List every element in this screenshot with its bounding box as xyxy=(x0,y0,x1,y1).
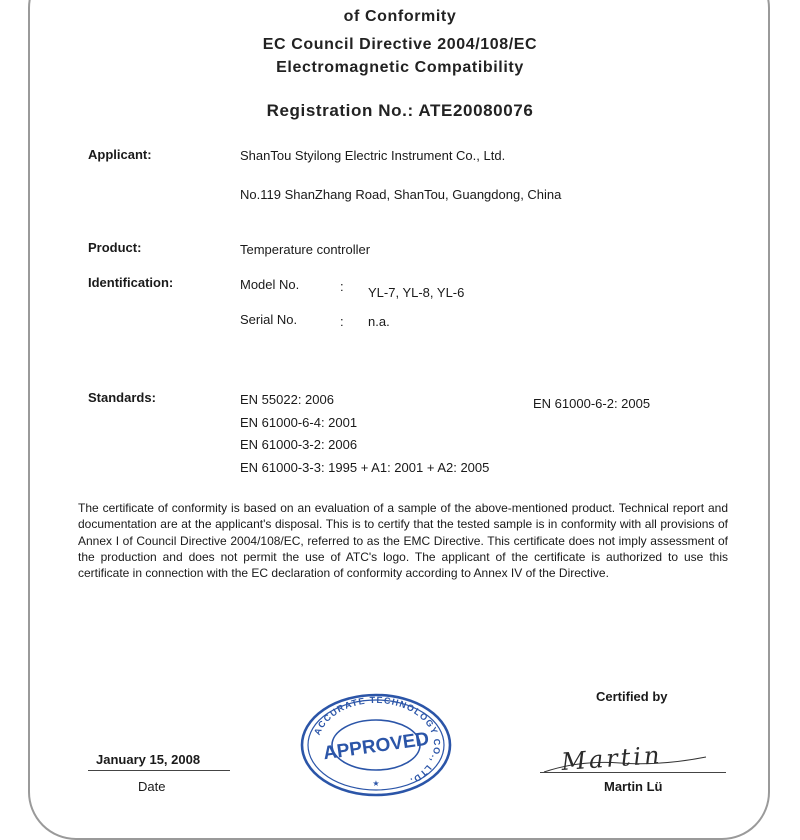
applicant-label: Applicant: xyxy=(88,147,152,162)
serial-number-value: n.a. xyxy=(368,314,390,329)
directive-title: EC Council Directive 2004/108/EC xyxy=(262,36,538,53)
model-number-label: Model No. xyxy=(240,277,300,292)
seal-center-text: APPROVED xyxy=(321,728,431,765)
signatory-name: Martin Lü xyxy=(604,779,663,794)
standards-label: Standards: xyxy=(88,390,156,405)
product-label: Product: xyxy=(88,240,142,255)
standard-item: EN 61000-3-3: 1995 + A1: 2001 + A2: 2005 xyxy=(240,460,490,475)
standard-item-right: EN 61000-6-2: 2005 xyxy=(533,396,651,411)
seal-star-icon: ★ xyxy=(372,779,380,788)
applicant-name: ShanTou Styilong Electric Instrument Co., Ltd. xyxy=(240,148,506,163)
approved-seal-graphic xyxy=(296,690,456,800)
serial-number-label: Serial No. xyxy=(240,312,298,327)
issue-date: January 15, 2008 xyxy=(96,752,201,767)
signature-text: Martin xyxy=(560,740,664,776)
signature-underline xyxy=(540,772,726,773)
standard-item: EN 55022: 2006 xyxy=(240,392,334,407)
conformity-statement: The certificate of conformity is based on an evaluation of a sample of the above-mentioned product. Technical report and documentation are at the applicant's disposal. This is to certify that the tested sample is in conformity with all provisions of Annex I of Council Directive 2004/108/EC, referred to as the EMC Directive. This certificate does not imply assessment of the production and does not permit the use of ATC's logo. The applicant of the certificate is authorized to use this certificate in connection with the EC declaration of conformity according to Annex IV of the Directive. xyxy=(78,501,728,581)
date-label: Date xyxy=(138,779,166,794)
seal-ring-text: ACCURATE TECHNOLOGY CO., LTD. xyxy=(311,694,443,787)
directive-subject: Electromagnetic Compatibility xyxy=(276,59,524,76)
applicant-address: No.119 ShanZhang Road, ShanTou, Guangdong, China xyxy=(240,187,562,202)
registration-number: Registration No.: ATE20080076 xyxy=(266,101,534,120)
certified-by-label: Certified by xyxy=(596,689,668,704)
product-value: Temperature controller xyxy=(240,242,371,257)
standard-item: EN 61000-3-2: 2006 xyxy=(240,437,358,452)
approved-seal xyxy=(296,690,456,800)
identification-label: Identification: xyxy=(88,275,174,290)
standard-item: EN 61000-6-4: 2001 xyxy=(240,415,358,430)
serial-number-colon: : xyxy=(340,314,344,329)
model-number-value: YL-7, YL-8, YL-6 xyxy=(368,285,465,300)
model-number-colon: : xyxy=(340,279,344,294)
date-underline xyxy=(88,770,230,771)
certificate-title: of Conformity xyxy=(343,8,457,25)
